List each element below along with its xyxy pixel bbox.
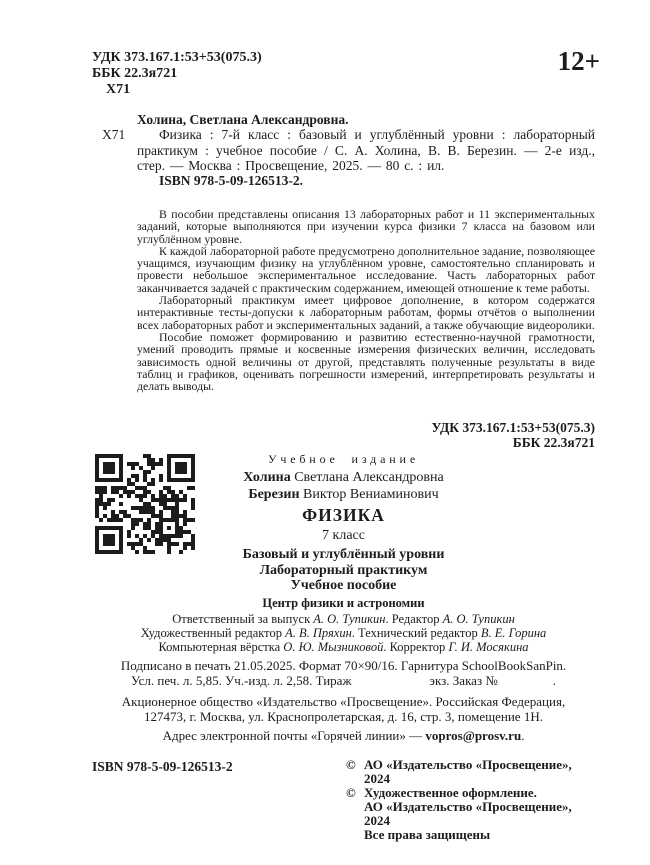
email-address: vopros@prosv.ru [425, 728, 522, 743]
credit-line [92, 612, 595, 626]
levels-text: Базовый и углублённый уровни [242, 547, 445, 562]
copyright-symbol [346, 828, 364, 842]
copyright-symbol [346, 800, 364, 828]
author-given-name: Виктор Вениаминович [299, 486, 439, 502]
print-imprint [92, 658, 595, 688]
credit-name: О. Ю. Мызниковой [283, 640, 384, 654]
publisher-line-2: 127473, г. Москва, ул. Краснопролетарская, д. 16, стр. 3, помещение 1Н. [144, 709, 543, 724]
imprint-period: . [552, 673, 556, 688]
bibliographic-description: Физика : 7-й класс : базовый и углублённый уровни : лабораторный практикум : учебное пособие / С. А. Холина, В. В. Березин. — 2-е изд., стер. — Москва : Просвещение, 2025. — 80 с. : ил. [137, 127, 595, 173]
imprint-volume: Усл. печ. л. 5,85. Уч.-изд. л. 2,58. Тираж [130, 673, 352, 688]
book-title: ФИЗИКА [302, 505, 385, 525]
annotation [137, 208, 595, 392]
credit-name: А. О. Тупикин [442, 612, 515, 626]
copyright-symbol: © [346, 757, 356, 772]
imprint-line-1: Подписано в печать 21.05.2025. Формат 70×90/16. Гарнитура SchoolBookSanPin. [120, 658, 567, 673]
colophon [92, 452, 595, 594]
udk-code-right: УДК 373.167.1:53+53(075.3) [431, 420, 595, 435]
annotation-paragraph: К каждой лабораторной работе предусмотрено дополнительное задание, позволяющее учащимся, изучающим физику на углублённом уровне, самостоятельно спланировать и провести небольшое экспериментальное исследование. Часть лабораторных работ заканчивается задачей с практическим содержанием, имеющей отношение к теме работы. [137, 243, 595, 295]
udk-code: УДК 373.167.1:53+53(075.3) [92, 50, 262, 65]
entry-author-heading: Холина, Светлана Александровна. [137, 112, 349, 127]
copyright-symbol: © [346, 785, 356, 800]
entry-author-sign: Х71 [102, 127, 126, 142]
credit-role: Компьютерная вёрстка [158, 640, 284, 654]
credit-role: . Технический редактор [351, 626, 481, 640]
bbk-code: ББК 22.3я721 [92, 66, 178, 81]
credit-role: Художественный редактор [140, 626, 286, 640]
publisher-address [92, 694, 595, 724]
hotline-email-line [92, 728, 595, 743]
staff-credits [92, 612, 595, 654]
email-label: Адрес электронной почты «Горячей линии» — [162, 728, 426, 743]
copyright-line [346, 786, 595, 800]
imprint-order: экз. Заказ № [429, 673, 498, 688]
cataloging-codes [92, 50, 595, 98]
author-given-name: Светлана Александровна [290, 470, 444, 485]
edition-type-label: Учебное издание [267, 452, 419, 466]
credit-name: А. О. Тупикин [313, 612, 386, 626]
annotation-paragraph: Лабораторный практикум имеет цифровое дополнение, в котором содержатся интерактивные тесты-допуски к лабораторным работам, формы отчётов о выполнении всех лабораторных работ и экспериментальных заданий, а также обучающие видеоролики. [137, 293, 595, 332]
credit-role: . Корректор [383, 640, 449, 654]
copyright-text: Художественное оформление. [364, 785, 537, 800]
entry-isbn: ISBN 978-5-09-126513-2. [159, 173, 303, 189]
department-label: Центр физики и астрономии [262, 596, 425, 610]
edition-kind-text: Учебное пособие [290, 578, 397, 593]
email-period: . [521, 728, 525, 743]
publisher-line-1: Акционерное общество «Издательство «Просвещение». Российская Федерация, [121, 694, 566, 709]
annotation-paragraph: В пособии представлены описания 13 лабораторных работ и 11 экспериментальных заданий, которые выполняются при изучении курса физики 7 класса на базовом или углублённом уровне. [137, 207, 595, 246]
credit-role: . Редактор [385, 612, 443, 626]
annotation-paragraph: Пособие поможет формированию и развитию естественно-научной грамотности, умений проводить прямые и косвенные измерения физических величин, исследовать зависимость одной величины от другой, представлять полученные результаты в виде таблиц и графиков, оценивать погрешности измерений, интерпретировать результаты и делать выводы. [137, 329, 595, 394]
copyright-line [346, 800, 595, 828]
copyright-text: АО «Издательство «Просвещение», 2024 [364, 799, 572, 828]
copyright-line [346, 758, 595, 786]
isbn-number: ISBN 978-5-09-126513-2 [92, 759, 233, 774]
credit-name: Г. И. Мосякина [448, 640, 529, 654]
copyright-text: Все права защищены [364, 827, 491, 842]
credit-name: А. В. Пряхин [285, 626, 352, 640]
imprint-line-2 [92, 673, 595, 688]
author-sign: Х71 [106, 82, 131, 97]
qr-code [95, 454, 195, 554]
age-rating-badge: 12+ [557, 46, 600, 76]
author-surname: Холина [243, 470, 291, 485]
credit-name: В. Е. Горина [480, 626, 547, 640]
copyright-block [346, 758, 595, 842]
credit-line [92, 640, 595, 654]
copyright-text: АО «Издательство «Просвещение», 2024 [364, 757, 572, 786]
cataloging-codes-right [92, 421, 595, 450]
credit-line [92, 626, 595, 640]
isbn-copyright-block [92, 757, 595, 842]
credit-role: Ответственный за выпуск [172, 612, 314, 626]
bbk-code-right: ББК 22.3я721 [512, 434, 595, 450]
practicum-text: Лабораторный практикум [259, 562, 428, 578]
copyright-line [346, 828, 595, 842]
author-surname: Березин [248, 486, 300, 502]
grade-line: 7 класс [322, 528, 365, 543]
catalog-entry [102, 112, 595, 189]
